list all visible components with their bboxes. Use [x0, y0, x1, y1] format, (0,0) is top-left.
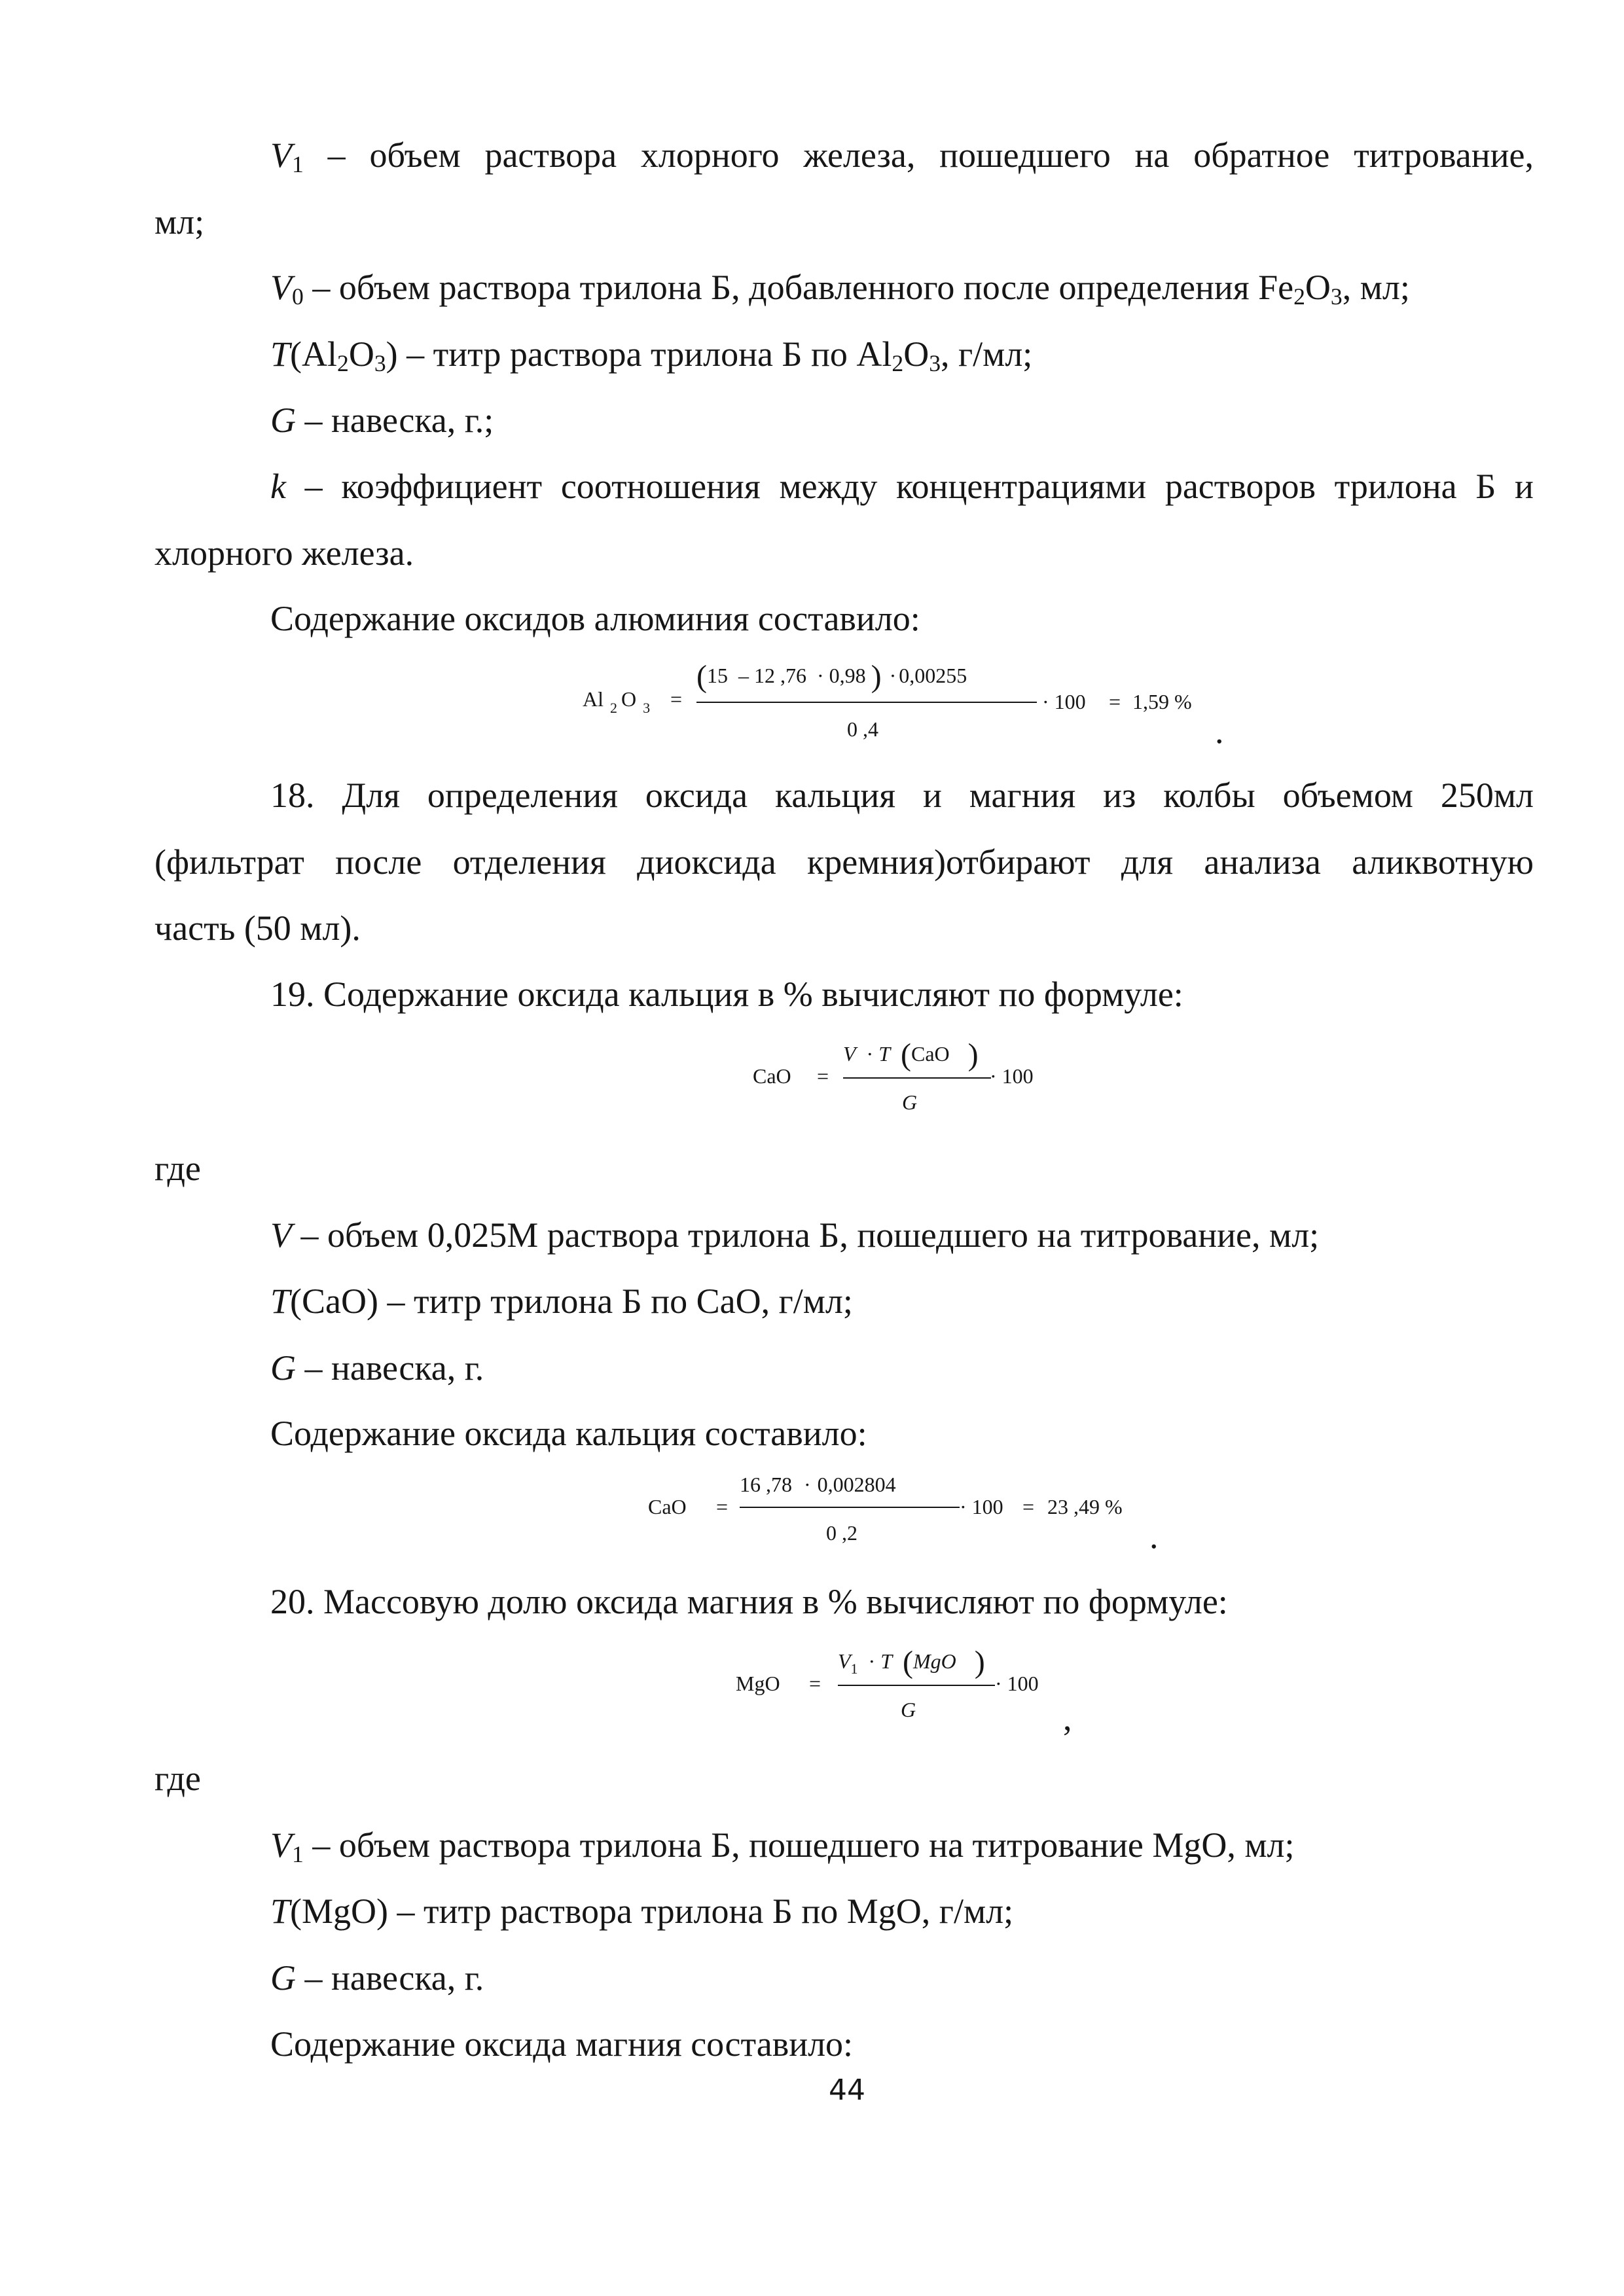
formula-cao-general-bar — [843, 1077, 991, 1079]
p20: 20. Массовую долю оксида магния в % вычисляют по формуле: — [270, 1582, 1228, 1621]
formula-al2o3-denominator: 0 ,4 — [847, 717, 878, 741]
formula-cao-values-numerator: 16 ,78 · 0,002804 — [740, 1473, 896, 1496]
def-v1-line2: мл; — [154, 202, 205, 242]
formula-al2o3-result: 1,59 % — [1132, 690, 1192, 713]
def-v1-symbol: $V_1$ — [270, 135, 304, 177]
formula-al2o3-lhs: Al $_2$ O $_3$ — [583, 687, 651, 716]
formula-mgo-general-bar — [838, 1685, 995, 1686]
def-t-al2o3: $T(Al_2O_3)$ – титр раствора трилона Б по $Al_2O_3$, г/мл; — [270, 334, 1033, 376]
def-k-line2: хлорного железа. — [154, 533, 414, 573]
formula-al2o3-bar — [696, 702, 1037, 703]
def-g-mgo: G – навеска, г. — [270, 1958, 484, 1998]
formula-cao-values-result: 23 ,49 % — [1047, 1495, 1123, 1518]
def-v0: $V_0$ – объем раствора трилона Б, добавленного после определения $Fe_2O_3$, мл; — [270, 268, 1410, 310]
formula-cao-general-numerator: V · T (CaO ) — [843, 1037, 979, 1072]
formula-cao-values-bar — [740, 1507, 960, 1508]
formula-mgo-general-numerator: $V_1 \cdot T$ (MgO ) — [838, 1645, 985, 1679]
mgo-result-intro: Содержание оксида магния составило: — [270, 2024, 854, 2064]
def-v-cao: V – объем 0,025М раствора трилона Б, пошедшего на титрование, мл; — [270, 1215, 1320, 1255]
page-number: 44 — [829, 2073, 865, 2107]
def-k-line1: k – коэффициент соотношения между концентрациями растворов трилона Б и — [270, 467, 1534, 506]
def-v1-mgo: $V_1$ – объем раствора трилона Б, пошедшего на титрование MgO, мл; — [270, 1825, 1295, 1867]
def-t-mgo: T(MgO) – титр раствора трилона Б по MgO, г/мл; — [270, 1892, 1014, 1931]
gde-2: где — [154, 1759, 201, 1798]
cao-result-intro: Содержание оксида кальция составило: — [270, 1414, 867, 1453]
p18-line3: часть (50 мл). — [154, 908, 361, 948]
def-t-cao: T(CaO) – титр трилона Б по CaO, г/мл; — [270, 1282, 853, 1321]
formula-al2o3-numerator: (15 – 12 ,76 · 0,98 ) · 0,00255 — [696, 659, 967, 694]
p18-line1: 18. Для определения оксида кальция и магния из колбы объемом 250мл — [270, 776, 1534, 815]
gde-1: где — [154, 1149, 201, 1188]
def-v1-line1: $V_1$ – объем раствора хлорного железа, пошедшего на обратное титрование, — [270, 135, 1534, 177]
p19: 19. Содержание оксида кальция в % вычисляют по формуле: — [270, 975, 1183, 1014]
al-result-intro: Содержание оксидов алюминия составило: — [270, 599, 920, 638]
p18-line2: (фильтрат после отделения диоксида кремния)отбирают для анализа аликвотную — [154, 842, 1534, 882]
def-g-top: G – навеска, г.; — [270, 401, 494, 440]
def-g-cao: G – навеска, г. — [270, 1348, 484, 1388]
